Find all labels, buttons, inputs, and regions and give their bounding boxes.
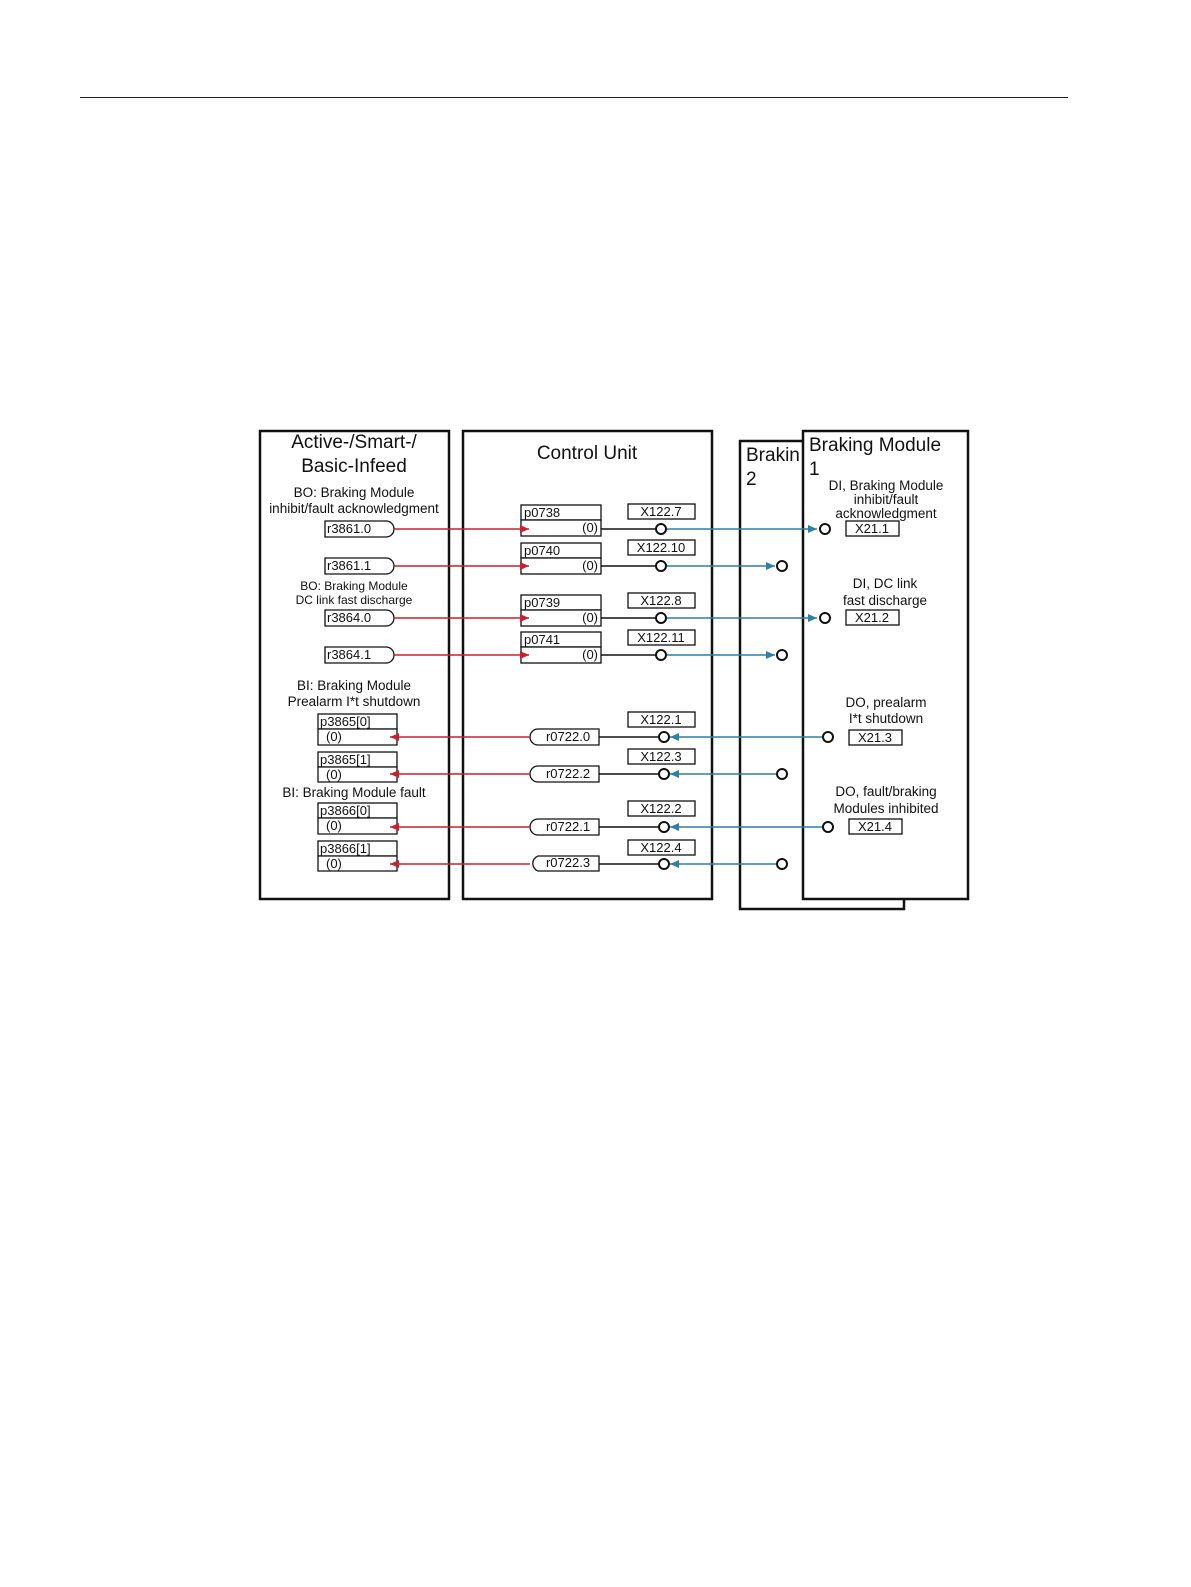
infeed-input-value: (0) xyxy=(326,729,342,744)
infeed-input-param: p3866[0] xyxy=(320,803,371,818)
cu-terminal-x122-4 xyxy=(628,840,695,855)
infeed-output-r3864-1 xyxy=(325,647,394,663)
cu-input-param: r0722.2 xyxy=(545,766,591,781)
bm2-terminal-circle xyxy=(777,859,787,869)
infeed-output-r3861-0 xyxy=(325,521,394,537)
bm1-di-discharge-line1: DI, DC link xyxy=(852,576,918,591)
cu-terminal-x122-3 xyxy=(628,749,695,764)
cu-terminal-circle xyxy=(659,859,669,869)
cu-output-p0741 xyxy=(521,632,601,663)
cu-output-value: (0) xyxy=(582,610,598,625)
infeed-input-value: (0) xyxy=(326,856,342,871)
cu-terminal-circle xyxy=(656,613,666,623)
cu-terminal-label: X122.4 xyxy=(640,840,682,855)
bm1-terminal-circle xyxy=(820,613,830,623)
infeed-bi-prealarm-line2: Prealarm I*t shutdown xyxy=(287,694,421,709)
cu-input-r0722-2 xyxy=(530,766,599,782)
infeed-bo-discharge-line2: DC link fast discharge xyxy=(295,593,413,607)
cu-terminal-circle xyxy=(659,769,669,779)
infeed-output-label: r3864.0 xyxy=(327,610,372,625)
bm1-do-prealarm-line1: DO, prealarm xyxy=(845,695,927,710)
infeed-output-r3861-1 xyxy=(325,558,394,574)
control-unit-title: Control Unit xyxy=(536,443,638,464)
cu-terminal-circle xyxy=(659,822,669,832)
bm1-terminal-label: X21.4 xyxy=(858,819,892,834)
infeed-input-p3866-0 xyxy=(318,803,397,834)
bm2-title-line1: Brakin xyxy=(746,445,800,466)
cu-output-value: (0) xyxy=(582,647,598,662)
bm1-di-discharge-line2: fast discharge xyxy=(842,593,928,608)
infeed-title-line1: Active-/Smart-/ xyxy=(291,432,417,453)
bm1-terminal-x21-3 xyxy=(849,730,902,745)
cu-input-param: r0722.1 xyxy=(545,819,591,834)
cu-terminal-label: X122.10 xyxy=(636,540,686,555)
bm1-di-ack-line1: DI, Braking Module xyxy=(828,478,944,493)
bm1-terminal-x21-4 xyxy=(849,819,902,834)
bm1-title-line2: 1 xyxy=(809,459,820,480)
bm1-title-line1: Braking Module xyxy=(809,435,942,456)
infeed-input-p3865-0 xyxy=(318,714,397,745)
cu-output-p0740 xyxy=(521,543,601,574)
cu-terminal-label: X122.1 xyxy=(640,712,682,727)
infeed-bo-discharge-line1: BO: Braking Module xyxy=(300,579,408,593)
infeed-input-param: p3865[0] xyxy=(320,714,371,729)
cu-input-param: r0722.0 xyxy=(545,729,591,744)
bm1-terminal-circle xyxy=(823,822,833,832)
bm1-do-fault-line2: Modules inhibited xyxy=(833,801,939,816)
cu-output-p0738 xyxy=(521,505,601,536)
bm1-di-ack-line2: inhibit/fault xyxy=(853,492,919,507)
cu-input-r0722-3 xyxy=(533,855,599,871)
bm2-terminal-circle xyxy=(777,650,787,660)
infeed-bi-fault-label: BI: Braking Module fault xyxy=(282,785,426,800)
bm2-title-line2: 2 xyxy=(746,469,757,490)
cu-input-param: r0722.3 xyxy=(545,855,591,870)
infeed-input-param: p3865[1] xyxy=(320,752,371,767)
cu-terminal-circle xyxy=(659,732,669,742)
cu-terminal-circle xyxy=(656,561,666,571)
infeed-input-p3865-1 xyxy=(318,752,397,782)
infeed-output-label: r3861.1 xyxy=(327,558,372,573)
bm1-terminal-label: X21.2 xyxy=(855,610,889,625)
infeed-title-line2: Basic-Infeed xyxy=(301,456,407,477)
cu-terminal-x122-11 xyxy=(628,630,695,645)
bm1-terminal-label: X21.3 xyxy=(858,730,892,745)
infeed-output-label: r3864.1 xyxy=(327,647,372,662)
bm1-terminal-circle xyxy=(823,732,833,742)
cu-terminal-label: X122.11 xyxy=(637,630,685,645)
bm1-terminal-label: X21.1 xyxy=(855,521,889,536)
cu-output-p0739 xyxy=(521,595,601,626)
cu-output-param: p0740 xyxy=(524,543,561,558)
cu-terminal-x122-10 xyxy=(628,540,695,555)
infeed-bo-ack-line1: BO: Braking Module xyxy=(293,485,415,500)
bm2-terminal-circle xyxy=(777,561,787,571)
bm1-di-ack-line3: acknowledgment xyxy=(835,506,937,521)
infeed-input-param: p3866[1] xyxy=(320,841,371,856)
bm1-terminal-x21-1 xyxy=(846,521,899,536)
infeed-input-p3866-1 xyxy=(318,841,397,871)
cu-output-param: p0741 xyxy=(524,632,561,647)
cu-output-param: p0739 xyxy=(524,595,561,610)
cu-terminal-x122-1 xyxy=(628,712,695,727)
infeed-input-value: (0) xyxy=(326,818,342,833)
cu-terminal-x122-7 xyxy=(628,504,695,519)
cu-terminal-circle xyxy=(656,650,666,660)
infeed-output-label: r3861.0 xyxy=(327,521,372,536)
cu-output-param: p0738 xyxy=(524,505,561,520)
cu-terminal-label: X122.2 xyxy=(640,801,682,816)
infeed-input-value: (0) xyxy=(326,767,342,782)
cu-input-r0722-0 xyxy=(530,729,599,745)
cu-terminal-label: X122.7 xyxy=(640,504,682,519)
bm2-terminal-circle xyxy=(777,769,787,779)
cu-output-value: (0) xyxy=(582,520,598,535)
infeed-bo-ack-line2: inhibit/fault acknowledgment xyxy=(269,501,439,516)
cu-output-value: (0) xyxy=(582,558,598,573)
bm1-do-prealarm-line2: I*t shutdown xyxy=(848,711,924,726)
cu-terminal-circle xyxy=(656,524,666,534)
cu-terminal-label: X122.8 xyxy=(640,593,682,608)
cu-terminal-x122-8 xyxy=(628,593,695,608)
bm1-terminal-x21-2 xyxy=(846,610,899,625)
cu-terminal-label: X122.3 xyxy=(640,749,682,764)
cu-terminal-x122-2 xyxy=(628,801,695,816)
cu-input-r0722-1 xyxy=(530,819,599,835)
infeed-output-r3864-0 xyxy=(325,610,394,626)
infeed-bi-prealarm-line1: BI: Braking Module xyxy=(296,678,412,693)
bm1-do-fault-line1: DO, fault/braking xyxy=(835,784,937,799)
bm1-terminal-circle xyxy=(820,524,830,534)
